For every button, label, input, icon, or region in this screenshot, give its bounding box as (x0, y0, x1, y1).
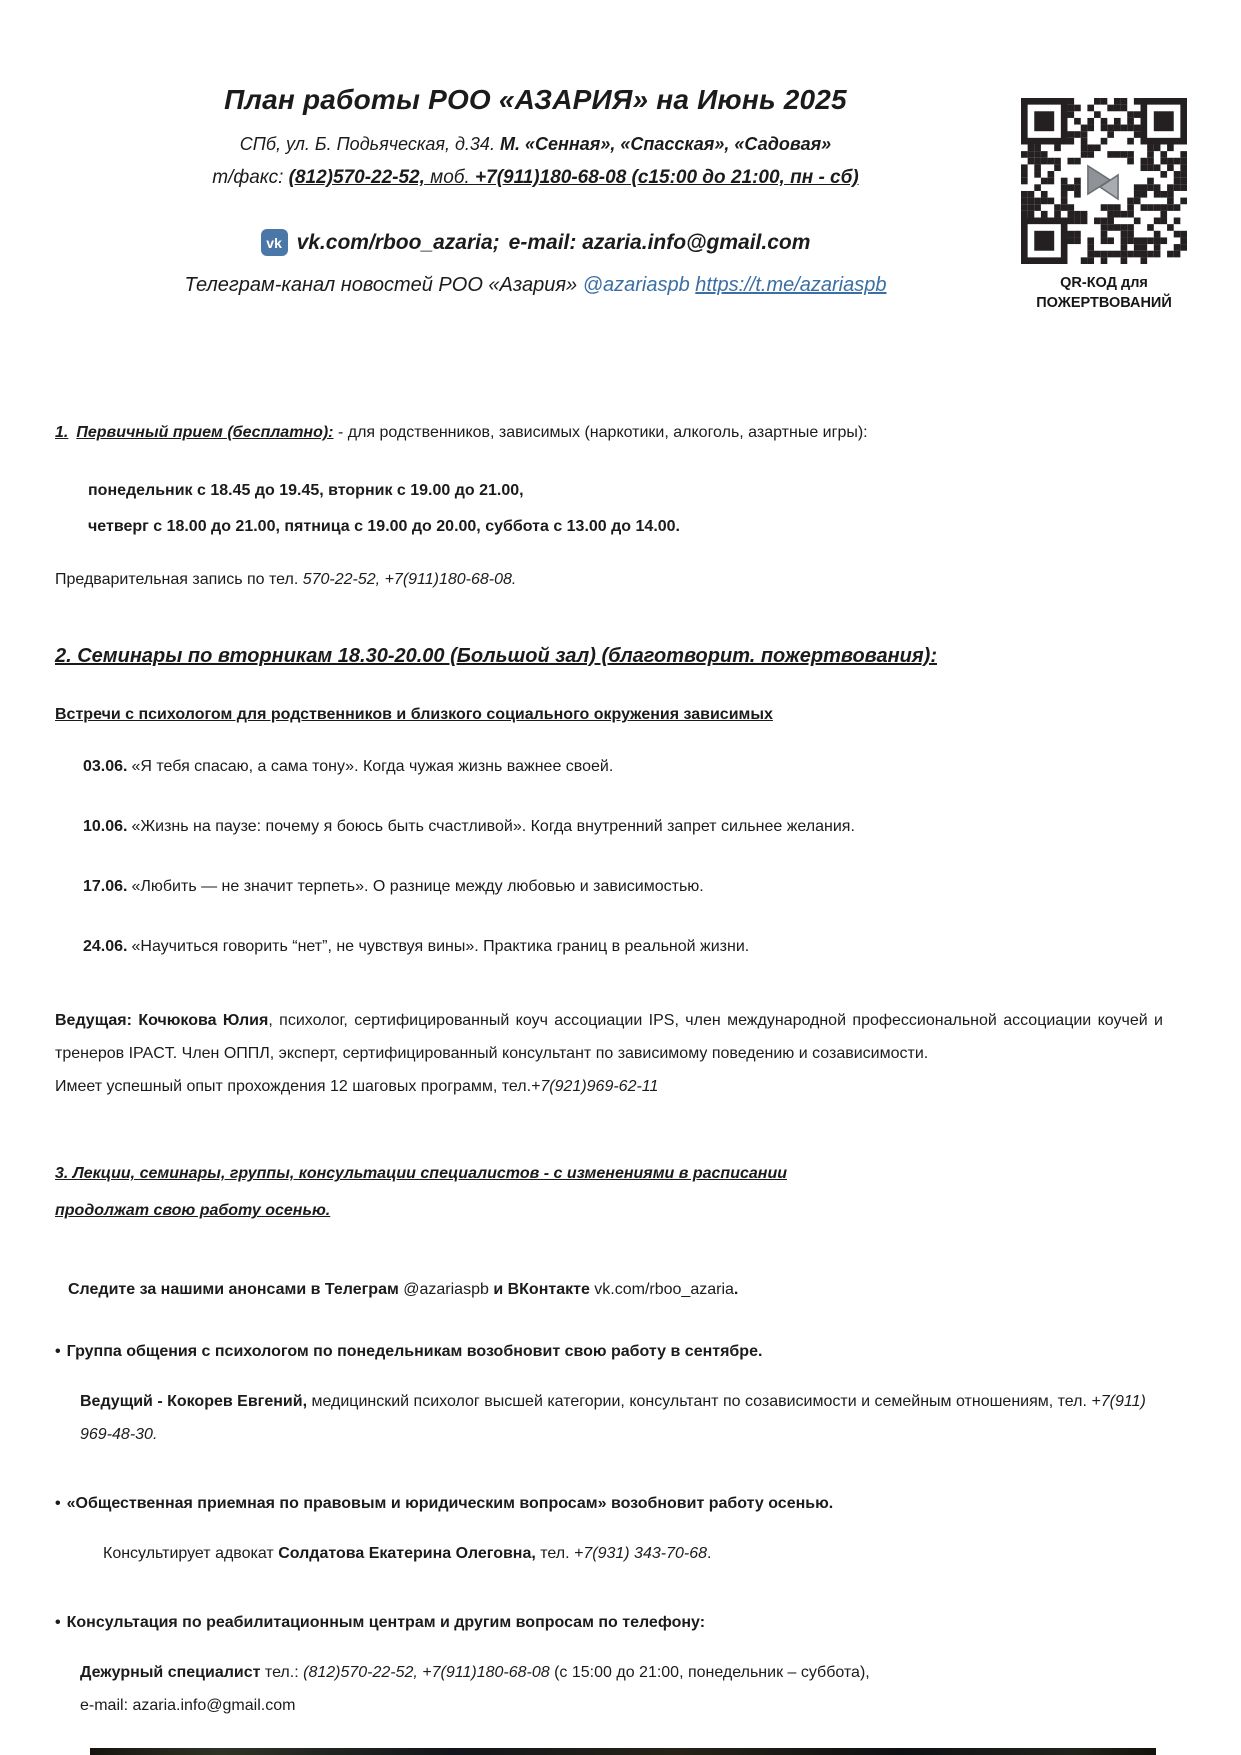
section3-heading-line2: продолжат свою работу осенью. (55, 1202, 331, 1220)
host-phone: +7(921)969-62-11 (531, 1078, 659, 1096)
booking-text: Предварительная запись по тел. (55, 571, 303, 589)
section2-heading: 2. Семинары по вторникам 18.30-20.00 (Большой зал) (благотворит. пожертвования): (55, 645, 937, 668)
telegram-link[interactable]: https://t.me/azariaspb (695, 274, 887, 296)
event-text: «Жизнь на паузе: почему я боюсь быть счастливой». Когда внутренний запрет сильнее желания. (131, 818, 855, 836)
bullet2-lawyer-name: Солдатова Екатерина Олеговна, (278, 1545, 536, 1563)
bullet3-hours: (с 15:00 до 21:00, понедельник – суббота), (549, 1664, 870, 1682)
telegram-line (60, 274, 1011, 297)
email-address[interactable]: e-mail: azaria.info@gmail.com (508, 230, 811, 254)
bullet1-host-name: Ведущий - Кокорев Евгений, (80, 1393, 308, 1411)
bullet-group-rehab (55, 1614, 1163, 1632)
address-text: СПб, ул. Б. Подьяческая, д.34. (239, 134, 500, 154)
host-experience: Имеет успешный опыт прохождения 12 шаговых программ, тел. (55, 1078, 532, 1096)
bullet3-title: Консультация по реабилитационным центрам и другим вопросам по телефону: (66, 1614, 706, 1632)
section3-heading (55, 1155, 1163, 1229)
event-item (83, 810, 1163, 844)
bullet1-title: Группа общения с психологом по понедельникам возобновит свою работу в сентябре. (66, 1343, 763, 1361)
bullet3-email[interactable]: e-mail: azaria.info@gmail.com (80, 1697, 296, 1715)
bullet2-prefix: Консультирует адвокат (103, 1545, 279, 1563)
announce-mid: и ВКонтакте (488, 1281, 595, 1299)
phone-line (60, 167, 1011, 189)
header-text-block (60, 84, 1011, 313)
schedule-line-1: понедельник с 18.45 до 19.45, вторник с 19.00 до 21.00, (88, 482, 524, 500)
schedule-line-2: четверг с 18.00 до 21.00, пятница с 19.00 до 20.00, суббота с 13.00 до 14.00. (88, 518, 680, 536)
bullet1-host-info: медицинский психолог высшей категории, консультант по созависимости и семейным отношениям, тел. (307, 1393, 1092, 1411)
bullet2-tel-label: тел. (535, 1545, 574, 1563)
bullet2-title: «Общественная приемная по правовым и юридическим вопросам» возобновит работу осенью. (66, 1495, 834, 1513)
address-line (60, 134, 1011, 155)
vk-line (60, 229, 1011, 256)
fax-label: т/факс: (212, 167, 289, 188)
section1-title-rest: - для родственников, зависимых (наркотики, алкоголь, азартные игры): (333, 424, 868, 442)
host-description: , психолог, сертифицированный коуч ассоциации IPS, член международной профессиональной ассоциации коучей и тренеров IPACT. Член ОППЛ, эксперт, сертифицированный консультант по зависимому поведению и созависимости. (55, 1012, 1163, 1063)
meetings-subheading: Встречи с психологом для родственников и близкого социального окружения зависимых (55, 706, 773, 724)
bullet3-phones: (812)570-22-52, +7(911)180-68-08 (303, 1664, 550, 1682)
event-item (83, 930, 1163, 964)
bullet1-description (80, 1385, 1163, 1451)
main-content (0, 415, 1241, 1722)
bullet2-phone: +7(931) 343-70-68 (574, 1545, 707, 1563)
announce-text: Следите за нашими анонсами в Телеграм (68, 1281, 404, 1299)
qr-code (1021, 98, 1187, 269)
qr-block (1011, 84, 1197, 313)
host-name: Ведущая: Кочюкова Юлия (55, 1012, 269, 1030)
bullet-group-legal (55, 1495, 1163, 1513)
announce-telegram-handle[interactable]: @azariaspb (403, 1281, 489, 1299)
qr-caption (1011, 274, 1197, 313)
event-date: 10.06. (83, 818, 128, 836)
telegram-handle[interactable]: @azariaspb (582, 274, 690, 296)
announce-end: . (733, 1281, 739, 1299)
booking-phones: 570-22-52, +7(911)180-68-08. (302, 571, 517, 589)
section1-number: 1. (55, 424, 69, 442)
event-text: «Любить — не значит терпеть». О разнице между любовью и зависимостью. (131, 878, 704, 896)
fax-number: (812)570-22-52, (288, 167, 425, 188)
bullet3-description (80, 1656, 1163, 1722)
bullet-group-psychologist (55, 1343, 1163, 1361)
event-date: 03.06. (83, 758, 128, 776)
vk-icon: vk (261, 229, 288, 256)
mobile-number: +7(911)180-68-08 (с15:00 до 21:00, пн - сб) (475, 167, 859, 188)
bullet3-specialist: Дежурный специалист (80, 1664, 261, 1682)
mob-label: моб. (424, 167, 476, 188)
qr-caption-line2: ПОЖЕРТВОВАНИЙ (1036, 294, 1172, 311)
bullet2-description (103, 1537, 1163, 1570)
scan-edge-artifact (90, 1748, 1156, 1755)
event-text: «Я тебя спасаю, а сама тону». Когда чужая жизнь важнее своей. (131, 758, 614, 776)
bullet3-tel-label: тел.: (260, 1664, 304, 1682)
announce-vk-url[interactable]: vk.com/rboo_azaria (594, 1281, 734, 1299)
telegram-text: Телеграм-канал новостей РОО «Азария» (184, 274, 583, 296)
page-title: План работы РОО «АЗАРИЯ» на Июнь 2025 (224, 84, 847, 115)
section1-heading (55, 415, 1163, 451)
section3-heading-line1: 3. Лекции, семинары, группы, консультации специалистов - с изменениями в расписании (55, 1165, 787, 1183)
metro-stations: М. «Сенная», «Спасская», «Садовая» (499, 134, 832, 154)
booking-line (55, 571, 1163, 589)
qr-caption-line1: QR-КОД для (1060, 275, 1148, 291)
event-item (83, 750, 1163, 784)
bullet2-end: . (706, 1545, 712, 1563)
bullet1-phone: +7(911) 969-48-30. (80, 1393, 1146, 1444)
section1-title: Первичный прием (бесплатно): (76, 424, 334, 442)
bullet-dot: • (55, 1495, 61, 1513)
event-text: «Научиться говорить “нет”, не чувствуя вины». Практика границ в реальной жизни. (131, 938, 750, 956)
bullet-dot: • (55, 1614, 61, 1632)
host-paragraph (55, 1004, 1163, 1103)
vk-url[interactable]: vk.com/rboo_azaria; (296, 230, 500, 254)
bullet-dot: • (55, 1343, 61, 1361)
event-date: 24.06. (83, 938, 128, 956)
announce-line (68, 1281, 1163, 1299)
event-date: 17.06. (83, 878, 128, 896)
event-item (83, 870, 1163, 904)
header (0, 0, 1241, 313)
